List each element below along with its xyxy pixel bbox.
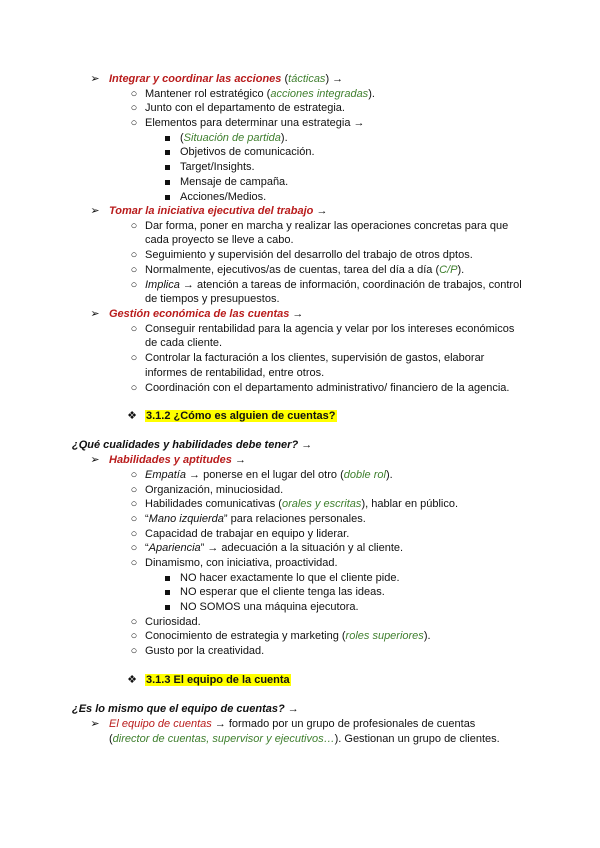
section-title: Integrar y coordinar las acciones xyxy=(109,73,282,85)
square-bullet-icon xyxy=(160,131,174,145)
circle-bullet-icon: ○ xyxy=(130,645,138,657)
circle-bullet-icon: ○ xyxy=(130,220,138,232)
circle-bullet-icon: ○ xyxy=(130,249,138,261)
arrow-icon: → xyxy=(234,454,246,466)
circle-bullet-icon: ○ xyxy=(130,542,138,554)
section-title: Gestión económica de las cuentas xyxy=(109,308,290,320)
section-heading: 3.1.3 El equipo de la cuenta xyxy=(146,674,290,686)
arrow-bullet-icon: ➢ xyxy=(90,308,100,320)
circle-bullet-icon: ○ xyxy=(130,382,138,394)
square-bullet-icon xyxy=(160,600,174,614)
arrow-icon: → xyxy=(287,703,299,715)
circle-bullet-icon: ○ xyxy=(130,630,138,642)
circle-bullet-icon: ○ xyxy=(130,616,138,628)
square-bullet-icon xyxy=(160,160,174,174)
circle-bullet-icon: ○ xyxy=(130,102,138,114)
square-bullet-icon xyxy=(160,190,174,204)
circle-bullet-icon: ○ xyxy=(130,484,138,496)
diamond-bullet-icon: ❖ xyxy=(127,674,137,686)
section-heading: 3.1.2 ¿Cómo es alguien de cuentas? xyxy=(146,410,336,422)
circle-bullet-icon: ○ xyxy=(130,264,138,276)
circle-bullet-icon: ○ xyxy=(130,557,138,569)
document-page: ➢ Integrar y coordinar las acciones (tácticas) → ○ Mantener rol estratégico (acciones integradas). ○ Junto con el departamento de estrategia. ○ Elementos para determinar una estrategia → (Situación de partida). Objetivos de comunicación. Target/Insights. Mensaje de campaña. Acciones/Medios. ➢ Tomar la iniciativa ejecutiva del trabajo → ○ Dar forma, poner en marcha y realizar las operaciones concretas para que cada proyecto se lleve a cabo. ○ Seguimiento y supervisión del desarrollo del trabajo de otros dptos. ○ Normalmente, ejecutivos/as de cuentas, tarea del día a día (C/P). ○ Implica → atención a tareas de información, coordinación de trabajos, control de tiempos y presupuestos. ➢ Gestión económica de las cuentas → ○ Conseguir rentabilidad para la agencia y velar por los intereses económicos de cada cliente. ○ Controlar la facturación a los clientes, supervisión de gastos, elaborar informes de rentabilidad, entre otros. ○ Coordinación con el departamento administrativo/ financiero de la agencia. ❖ 3.1.2 ¿Cómo es alguien de cuentas? ¿Qué cualidades y habilidades debe tener? → ➢ Habilidades y aptitudes → ○ Empatía → ponerse en el lugar del otro (doble rol). ○ Organización, minuciosidad. ○ Habilidades comunicativas (orales y escritas), hablar en público. ○ “Mano izquierda” para relaciones personales. ○ Capacidad de trabajar en equipo y liderar. ○ “Apariencia” → adecuación a la situación y al cliente. ○ Dinamismo, con iniciativa, proactividad. NO hacer exactamente lo que el cliente pide. NO esperar que el cliente tenga las ideas. NO SOMOS una máquina ejecutora. ○ Curiosidad. ○ Conocimiento de estrategia y marketing (roles superiores). ○ Gusto por la creatividad. ❖ 3.1.3 El equipo de la cuenta ¿Es lo mismo que el equipo de cuentas? → ➢ El equipo de cuentas → formado por un grupo de profesionales de cuentas (director de cuentas, supervisor y ejecutivos…). Gestionan un grupo de clientes. xyxy=(72,73,522,745)
square-bullet-icon xyxy=(160,571,174,585)
square-bullet-icon xyxy=(160,585,174,599)
square-bullet-icon xyxy=(160,145,174,159)
circle-bullet-icon: ○ xyxy=(130,279,138,291)
circle-bullet-icon: ○ xyxy=(130,352,138,364)
circle-bullet-icon: ○ xyxy=(130,117,138,129)
section-title: El equipo de cuentas xyxy=(109,718,212,730)
section-title: Habilidades y aptitudes xyxy=(109,454,232,466)
square-bullet-icon xyxy=(160,175,174,189)
circle-bullet-icon: ○ xyxy=(130,88,138,100)
diamond-bullet-icon: ❖ xyxy=(127,410,137,422)
arrow-icon: → xyxy=(301,439,313,451)
arrow-icon: → xyxy=(316,205,328,217)
circle-bullet-icon: ○ xyxy=(130,498,138,510)
circle-bullet-icon: ○ xyxy=(130,528,138,540)
arrow-bullet-icon: ➢ xyxy=(90,73,100,85)
arrow-icon: → xyxy=(292,308,304,320)
arrow-bullet-icon: ➢ xyxy=(90,205,100,217)
circle-bullet-icon: ○ xyxy=(130,469,138,481)
section-title: Tomar la iniciativa ejecutiva del trabajo xyxy=(109,205,314,217)
circle-bullet-icon: ○ xyxy=(130,513,138,525)
arrow-bullet-icon: ➢ xyxy=(90,718,100,730)
circle-bullet-icon: ○ xyxy=(130,323,138,335)
arrow-icon: → xyxy=(332,73,344,85)
arrow-icon: → xyxy=(353,117,365,129)
arrow-bullet-icon: ➢ xyxy=(90,454,100,466)
